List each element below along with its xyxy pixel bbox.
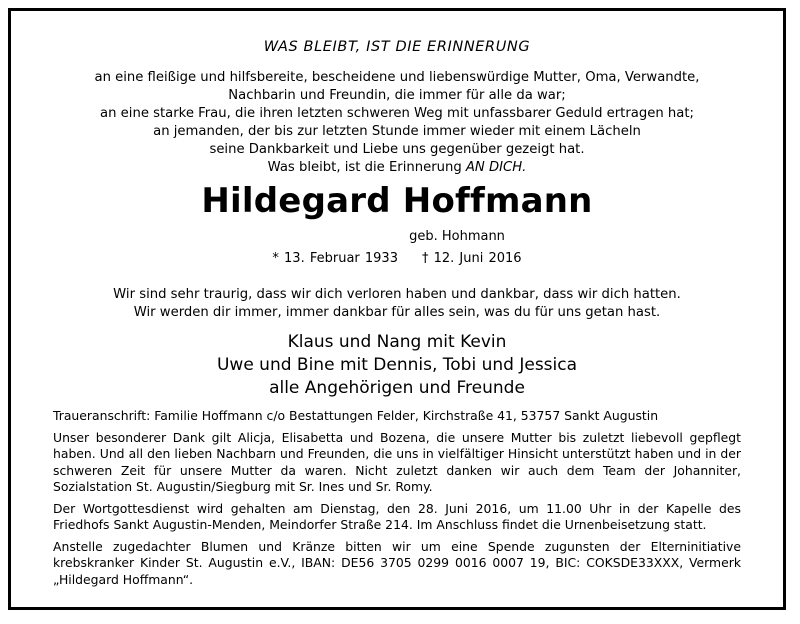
birth-date: * 13. Februar 1933 — [272, 251, 398, 266]
poem-line: an eine starke Frau, die ihren letzten schweren Weg mit unfassbarer Geduld ertragen hat; — [100, 106, 694, 121]
deceased-name: Hildegard Hoffmann — [201, 181, 593, 221]
mourning-line: Wir sind sehr traurig, dass wir dich verloren haben und dankbar, dass wir dich hatten. — [113, 287, 681, 302]
family-line: alle Angehörigen und Freunde — [269, 378, 525, 398]
life-dates — [11, 251, 783, 266]
thanks-paragraph: Unser besonderer Dank gilt Alicja, Elisabetta und Bozena, die unsere Mutter bis zuletzt liebevoll gepflegt haben. Und all den lieben Nachbarn und Freunden, die uns in vielfältiger Hinsicht unterstützt haben und in der schweren Zeit für unsere Mutter da waren. Nicht zuletzt danken wir auch dem Team der Johanniter, Sozialstation St. Augustin/Siegburg mit Sr. Ines und Sr. Romy. — [53, 429, 741, 494]
family-line: Uwe und Bine mit Dennis, Tobi und Jessica — [216, 355, 578, 375]
mourning-line: Wir werden dir immer, immer dankbar für alles sein, was du für uns getan hast. — [133, 305, 661, 320]
obituary-notice — [8, 8, 786, 610]
mourning-address: Traueranschrift: Familie Hoffmann c/o Bestattungen Felder, Kirchstraße 41, 53757 Sankt Augustin — [53, 408, 659, 423]
donation-paragraph: Anstelle zugedachter Blumen und Kränze bitten wir um eine Spende zugunsten der Elterninitiative krebskranker Kinder St. Augustin e.V., IBAN: DE56 3705 0299 0016 0007 19, BIC: COKSDE33XXX, Vermerk „Hildegard Hoffmann“. — [53, 538, 741, 587]
motto-heading: WAS BLEIBT, IST DIE ERINNERUNG — [263, 39, 531, 55]
birth-name: geb. Hohmann — [409, 229, 505, 244]
poem-line: an eine fleißige und hilfsbereite, bescheidene und liebenswürdige Mutter, Oma, Verwandte, — [94, 70, 700, 85]
memorial-poem — [11, 69, 783, 177]
mourning-text — [11, 286, 783, 322]
family-signatures — [11, 331, 783, 400]
service-paragraph: Der Wortgottesdienst wird gehalten am Dienstag, den 28. Juni 2016, um 11.00 Uhr in der Kapelle des Friedhofs Sankt Augustin-Menden, Meindorfer Straße 214. Im Anschluss findet die Urnenbeisetzung statt. — [53, 500, 741, 532]
poem-emphasis: AN DICH. — [465, 160, 527, 175]
details-section — [53, 408, 741, 593]
poem-last-line-prefix: Was bleibt, ist die Erinnerung — [267, 160, 466, 175]
death-date: † 12. Juni 2016 — [421, 251, 522, 266]
poem-last-line — [11, 159, 783, 177]
poem-line: seine Dankbarkeit und Liebe uns gegenüber gezeigt hat. — [209, 142, 585, 157]
poem-line: an jemanden, der bis zur letzten Stunde immer wieder mit einem Lächeln — [153, 124, 641, 139]
poem-line: Nachbarin und Freundin, die immer für alle da war; — [228, 88, 566, 103]
family-line: Klaus und Nang mit Kevin — [287, 332, 507, 352]
